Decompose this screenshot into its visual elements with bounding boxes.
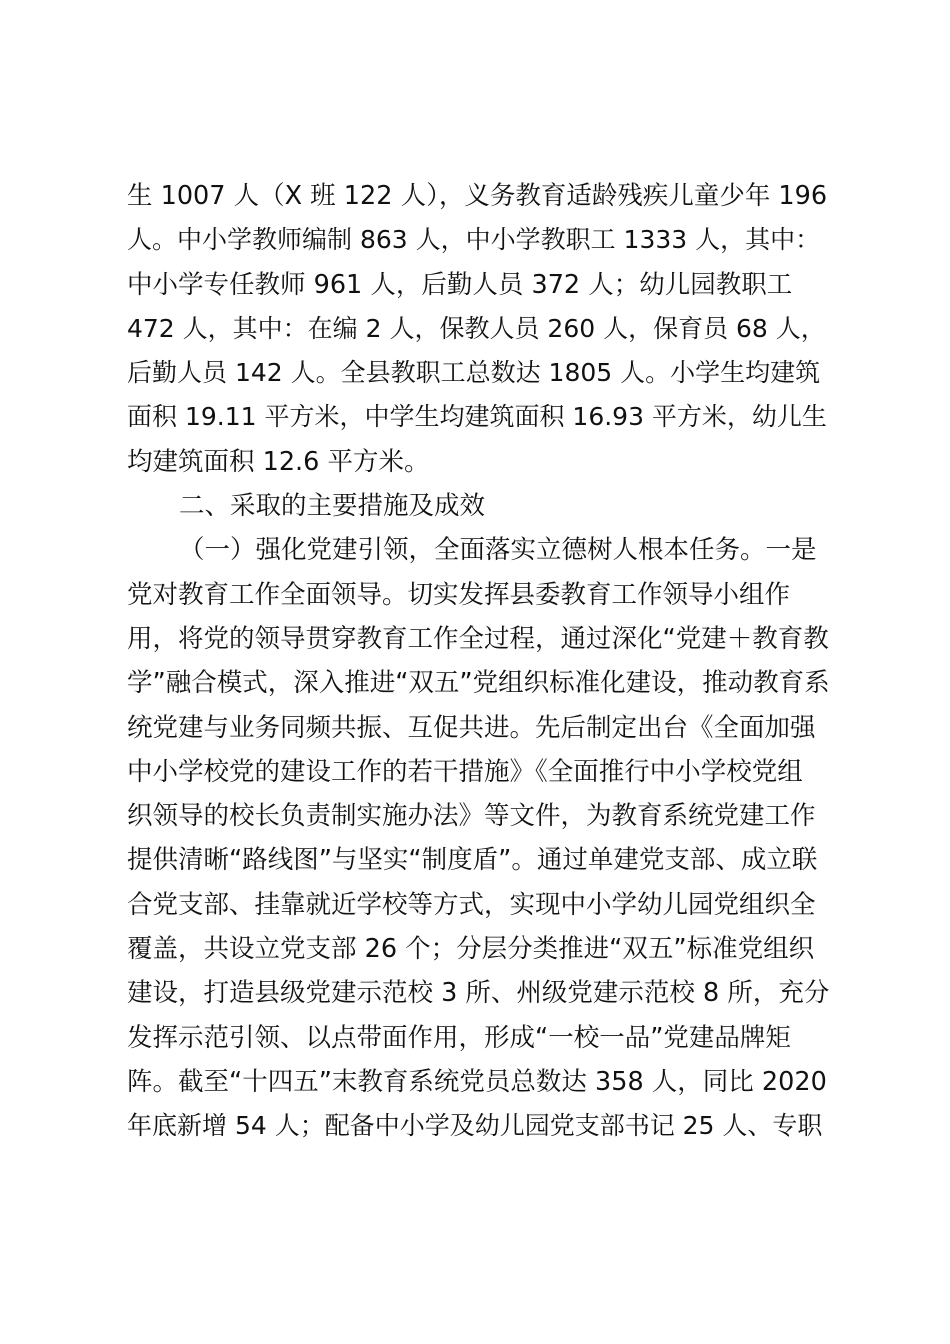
- text-line: 472 人，其中：在编 2 人，保教人员 260 人，保育员 68 人，: [127, 313, 826, 343]
- text-line: 发挥示范引领、以点带面作用，形成“一校一品”党建品牌矩: [127, 1022, 791, 1053]
- text-line: 织领导的校长负责制实施办法》等文件，为教育系统党建工作: [127, 801, 816, 832]
- text-line: 覆盖，共设立党支部 26 个；分层分类推进“双五”标准党组织: [127, 934, 815, 965]
- text-line: 面积 19.11 平方米，中学生均建筑面积 16.93 平方米，幼儿生: [127, 402, 827, 432]
- document-body: [127, 174, 832, 1149]
- text-line: 统党建与业务同频共振、互促共进。先后制定出台《全面加强: [127, 712, 816, 743]
- text-line: 中小学专任教师 961 人，后勤人员 372 人；幼儿园教职工: [127, 269, 793, 300]
- subsection-heading-line: （一）强化党建引领，全面落实立德树人根本任务。一是: [179, 535, 817, 566]
- text-line: 年底新增 54 人；配备中小学及幼儿园党支部书记 25 人、专职: [127, 1111, 823, 1141]
- text-line: 学”融合模式，深入推进“双五”党组织标准化建设，推动教育系: [127, 668, 830, 699]
- text-line: 合党支部、挂靠就近学校等方式，实现中小学幼儿园党组织全: [127, 889, 816, 920]
- text-line: 生 1007 人（X 班 122 人），义务教育适龄残疾儿童少年 196: [127, 181, 828, 211]
- text-line: 后勤人员 142 人。全县教职工总数达 1805 人。小学生均建筑: [127, 358, 821, 388]
- text-line: 阵。截至“十四五”末教育系统党员总数达 358 人，同比 2020: [127, 1066, 827, 1097]
- text-line: 党对教育工作全面领导。切实发挥县委教育工作领导小组作: [127, 579, 791, 610]
- text-line: 提供清晰“路线图”与坚实“制度盾”。通过单建党支部、成立联: [127, 845, 818, 876]
- text-line: 建设，打造县级党建示范校 3 所、州级党建示范校 8 所，充分: [127, 978, 830, 1009]
- section-heading: 二、采取的主要措施及成效: [179, 491, 486, 522]
- text-line: 人。中小学教师编制 863 人，中小学教职工 1333 人，其中：: [127, 225, 821, 255]
- text-line: 中小学校党的建设工作的若干措施》《全面推行中小学校党组: [127, 756, 803, 787]
- text-line: 用，将党的领导贯穿教育工作全过程，通过深化“党建＋教育教: [127, 623, 829, 654]
- text-line: 均建筑面积 12.6 平方米。: [127, 446, 430, 477]
